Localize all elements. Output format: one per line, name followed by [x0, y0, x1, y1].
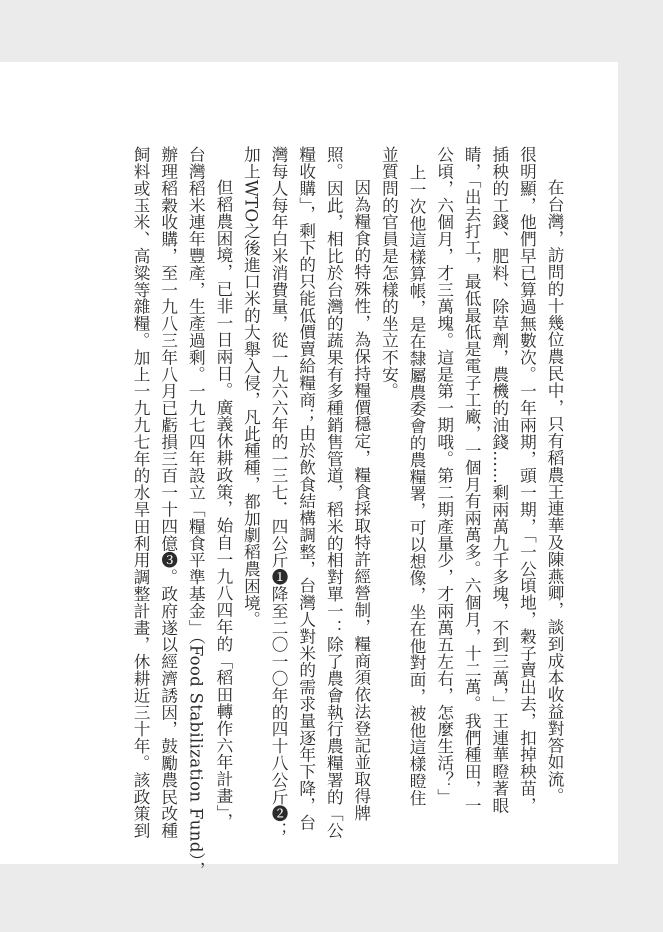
text-line: 睛，「出去打工，最低最低是電子工廠，一個月有兩萬多。六個月，十二萬。我們種田，一 — [462, 146, 482, 814]
text-line: 辦理稻穀收購，至一九八三年八月已虧損三百一十四億❸。政府遂以經濟誘因，鼓勵農民改種 — [158, 146, 178, 839]
text-line: 糧收購」，剩下的只能低價賣給糧商；由於飲食結構調整，台灣人對米的需求量逐年下降，台 — [296, 146, 316, 831]
text-line: 但稻農困境，已非一日兩日。廣義休耕政策，始自一九八四年的「稻田轉作六年計畫」， — [213, 179, 233, 830]
text-line: 並質問的官員是怎樣的坐立不安。 — [379, 146, 399, 400]
text-line: 很明顯，他們早已算過無數次。一年兩期，頭一期，「一公頃地，穀子賣出去，扣掉秧苗， — [517, 146, 537, 814]
text-line: 在台灣，訪問的十幾位農民中，只有稻農王連華及陳燕卿，談到成本收益對答如流。 — [545, 179, 564, 805]
text-line: 因為糧食的特殊性，為保持糧價穩定，糧食採取特許經營制，糧商須依法登記並取得牌 — [351, 179, 371, 822]
text-line: 飼料或玉米、高粱等雜糧。加上一九九七年的水旱田利用調整計畫，休耕近三十年。該政策到 — [131, 146, 151, 839]
text-line: 公頃，六個月，才三萬塊。這是第一期哦。第二期產量少，才兩萬五左右，怎麼生活？」 — [434, 146, 454, 806]
vertical-text-body — [127, 146, 569, 879]
text-line: 加上WTO之後進口米的大舉入侵，凡此種種，都加劇稻農困境。 — [241, 146, 261, 629]
text-line: 照。因此，相比於台灣的蔬果有多種銷售管道，稻米的相對單一：除了農會執行農糧署的「公 — [324, 146, 344, 839]
text-line: 台灣稻米連年豐產，生產過剩。一九七四年設立「糧食平準基金」（Food Stabilization Fund）， — [186, 146, 206, 879]
text-line: 上一次他這樣算帳，是在隸屬農委會的農糧署，可以想像，坐在他對面，被他這樣瞪住 — [407, 164, 427, 807]
text-line: 灣每人每年白米消費量，從一九六六年的一三七．四公斤❶降至二〇一〇年的四十八公斤❷； — [269, 146, 289, 839]
text-line: 插秧的工錢、肥料、除草劑，農機的油錢……剩兩萬九千多塊，不到三萬，」王連華瞪著眼 — [489, 146, 509, 814]
